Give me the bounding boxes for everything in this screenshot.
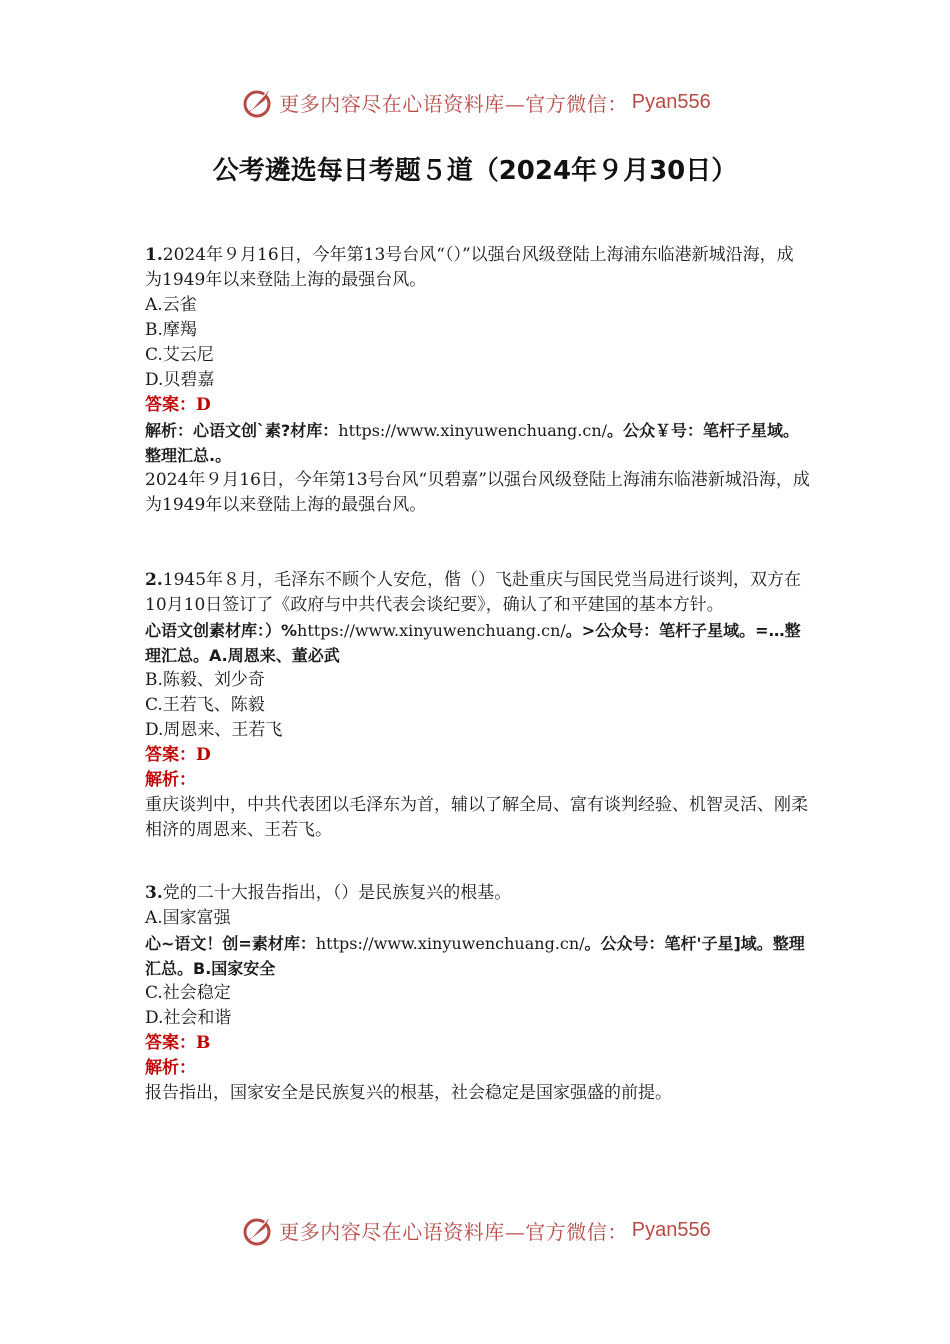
option-c: C.社会稳定 — [145, 983, 231, 1003]
question-stem — [145, 881, 810, 906]
banner-wechat-id: Pyan556 — [631, 90, 711, 113]
banner-text: 更多内容尽在心语资料库—官方微信： — [279, 1219, 628, 1244]
question-2 — [145, 568, 810, 843]
option-d: D.社会和谐 — [145, 1008, 232, 1028]
watermark-url: https://www.xinyuwenchuang.cn/ — [315, 934, 585, 953]
explanation: 2024年９月16日，今年第13号台风“贝碧嘉”以强台风级登陆上海浦东临港新城沿海，成为1949年以来登陆上海的最强台风。 — [145, 470, 810, 515]
watermark-text: 心语文创素材库：）% — [145, 621, 298, 640]
watermark-url: https://www.xinyuwenchuang.cn/ — [338, 421, 608, 440]
answer: 答案：D — [145, 745, 211, 765]
explanation: 重庆谈判中，中共代表团以毛泽东为首，辅以了解全局、富有谈判经验、机智灵活、刚柔相济的周恩来、王若飞。 — [145, 795, 808, 840]
option-c: C.艾云尼 — [145, 345, 214, 365]
watermark-text: 。公众￥号：笔杆子星域。整理汇总.。 — [145, 421, 800, 465]
question-text: 2024年９月16日，今年第13号台风“（）”以强台风级登陆上海浦东临港新城沿海，成为1949年以来登陆上海的最强台风。 — [145, 245, 794, 290]
quill-pen-logo-icon — [239, 84, 275, 120]
quill-pen-logo-icon — [239, 1212, 275, 1248]
spacer — [145, 843, 810, 881]
question-number: 1. — [145, 245, 163, 265]
document-body — [145, 243, 810, 1106]
question-text: 党的二十大报告指出，（）是民族复兴的根基。 — [162, 883, 512, 903]
banner-text: 更多内容尽在心语资料库—官方微信： — [279, 91, 628, 116]
spacer — [145, 518, 810, 568]
question-number: 3. — [145, 883, 163, 903]
option-d: D.贝碧嘉 — [145, 370, 215, 390]
watermark-text: 。公众号：笔杆'子星]域。整理汇总。B.国家安全 — [145, 934, 805, 978]
explanation: 报告指出，国家安全是民族复兴的根基，社会稳定是国家强盛的前提。 — [145, 1083, 672, 1103]
option-a: A.云雀 — [145, 295, 197, 315]
question-stem — [145, 243, 810, 293]
answer: 答案：D — [145, 395, 211, 415]
question-stem — [145, 568, 810, 618]
question-text: 1945年８月，毛泽东不顾个人安危，偕（）飞赴重庆与国民党当局进行谈判，双方在10月10日签订了《政府与中共代表会谈纪要》，确认了和平建国的基本方针。 — [145, 570, 802, 615]
watermark-line — [145, 931, 810, 981]
explanation-label: 解析： — [145, 1058, 196, 1078]
watermark-text: 。>公众号：笔杆子星域。=…整理汇总。A.周恩来、董必武 — [145, 621, 801, 665]
watermark-text: 解析：心语文创`素?材库： — [145, 421, 339, 440]
question-1 — [145, 243, 810, 518]
watermark-url: https://www.xinyuwenchuang.cn/ — [297, 621, 566, 640]
explanation-label: 解析： — [145, 770, 196, 790]
answer: 答案：B — [145, 1033, 211, 1053]
watermark-line — [145, 618, 810, 668]
option-d: D.周恩来、王若飞 — [145, 720, 283, 740]
header-banner — [0, 82, 950, 122]
watermark-text: 心~语文！创=素材库： — [145, 934, 316, 953]
option-b: B.摩羯 — [145, 320, 197, 340]
option-b: B.陈毅、刘少奇 — [145, 670, 265, 690]
option-c: C.王若飞、陈毅 — [145, 695, 265, 715]
question-3 — [145, 881, 810, 1106]
watermark-line — [145, 418, 810, 468]
option-a: A.国家富强 — [145, 908, 231, 928]
question-number: 2. — [145, 570, 163, 590]
footer-banner — [0, 1210, 950, 1250]
page-title: 公考遴选每日考题５道（2024年９月30日） — [212, 156, 738, 186]
banner-wechat-id: Pyan556 — [631, 1218, 711, 1241]
